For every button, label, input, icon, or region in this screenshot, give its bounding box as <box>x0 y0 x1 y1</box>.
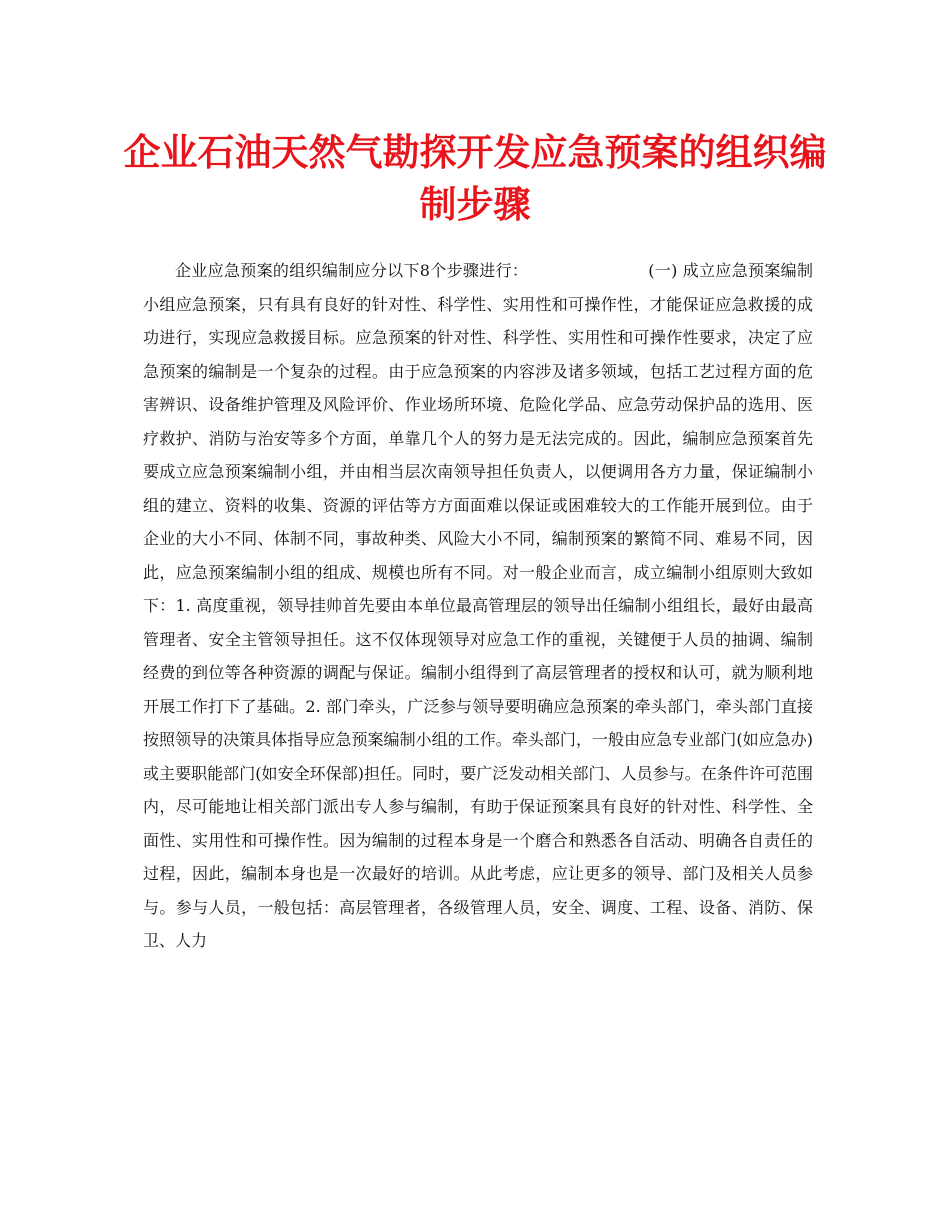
document-body <box>143 254 813 958</box>
intro-sentence: 企业应急预案的组织编制应分以下8个步骤进行： <box>175 261 529 280</box>
document-title: 企业石油天然气勘探开发应急预案的组织编制步骤 <box>123 130 827 226</box>
body-paragraph: (一) 成立应急预案编制小组应急预案，只有具有良好的针对性、科学性、实用性和可操作性，才能保证应急救援的成功进行，实现应急救援目标。应急预案的针对性、科学性、实用性和可操作性要求，决定了应急预案的编制是一个复杂的过程。由于应急预案的内容涉及诸多领域，包括工艺过程方面的危害辨识、设备维护管理及风险评价、作业场所环境、危险化学品、应急劳动保护品的选用、医疗救护、消防与治安等多个方面，单靠几个人的努力是无法完成的。因此，编制应急预案首先要成立应急预案编制小组，并由相当层次南领导担任负责人，以便调用各方力量，保证编制小组的建立、资料的收集、资源的评估等方方面面难以保证或困难较大的工作能开展到位。由于企业的大小不同、体制不同，事故种类、风险大小不同，编制预案的繁简不同、难易不同，因此，应急预案编制小组的组成、规模也所有不同。对一般企业而言，成立编制小组原则大致如下：1. 高度重视，领导挂帅首先要由本单位最高管理层的领导出任编制小组组长，最好由最高管理者、安全主管领导担任。这不仅体现领导对应急工作的重视，关键便于人员的抽调、编制经费的到位等各种资源的调配与保证。编制小组得到了高层管理者的授权和认可，就为顺利地开展工作打下了基础。2. 部门牵头，广泛参与领导要明确应急预案的牵头部门，牵头部门直接按照领导的决策具体指导应急预案编制小组的工作。牵头部门，一般由应急专业部门(如应急办)或主要职能部门(如安全环保部)担任。同时，要广泛发动相关部门、人员参与。在条件许可范围内，尽可能地让相关部门派出专人参与编制，有助于保证预案具有良好的针对性、科学性、全面性、实用性和可操作性。因为编制的过程本身是一个磨合和熟悉各自活动、明确各自责任的过程，因此，编制本身也是一次最好的培训。从此考虑，应让更多的领导、部门及相关人员参与。参与人员，一般包括：高层管理者，各级管理人员，安全、调度、工程、设备、消防、保卫、人力 <box>143 261 813 950</box>
